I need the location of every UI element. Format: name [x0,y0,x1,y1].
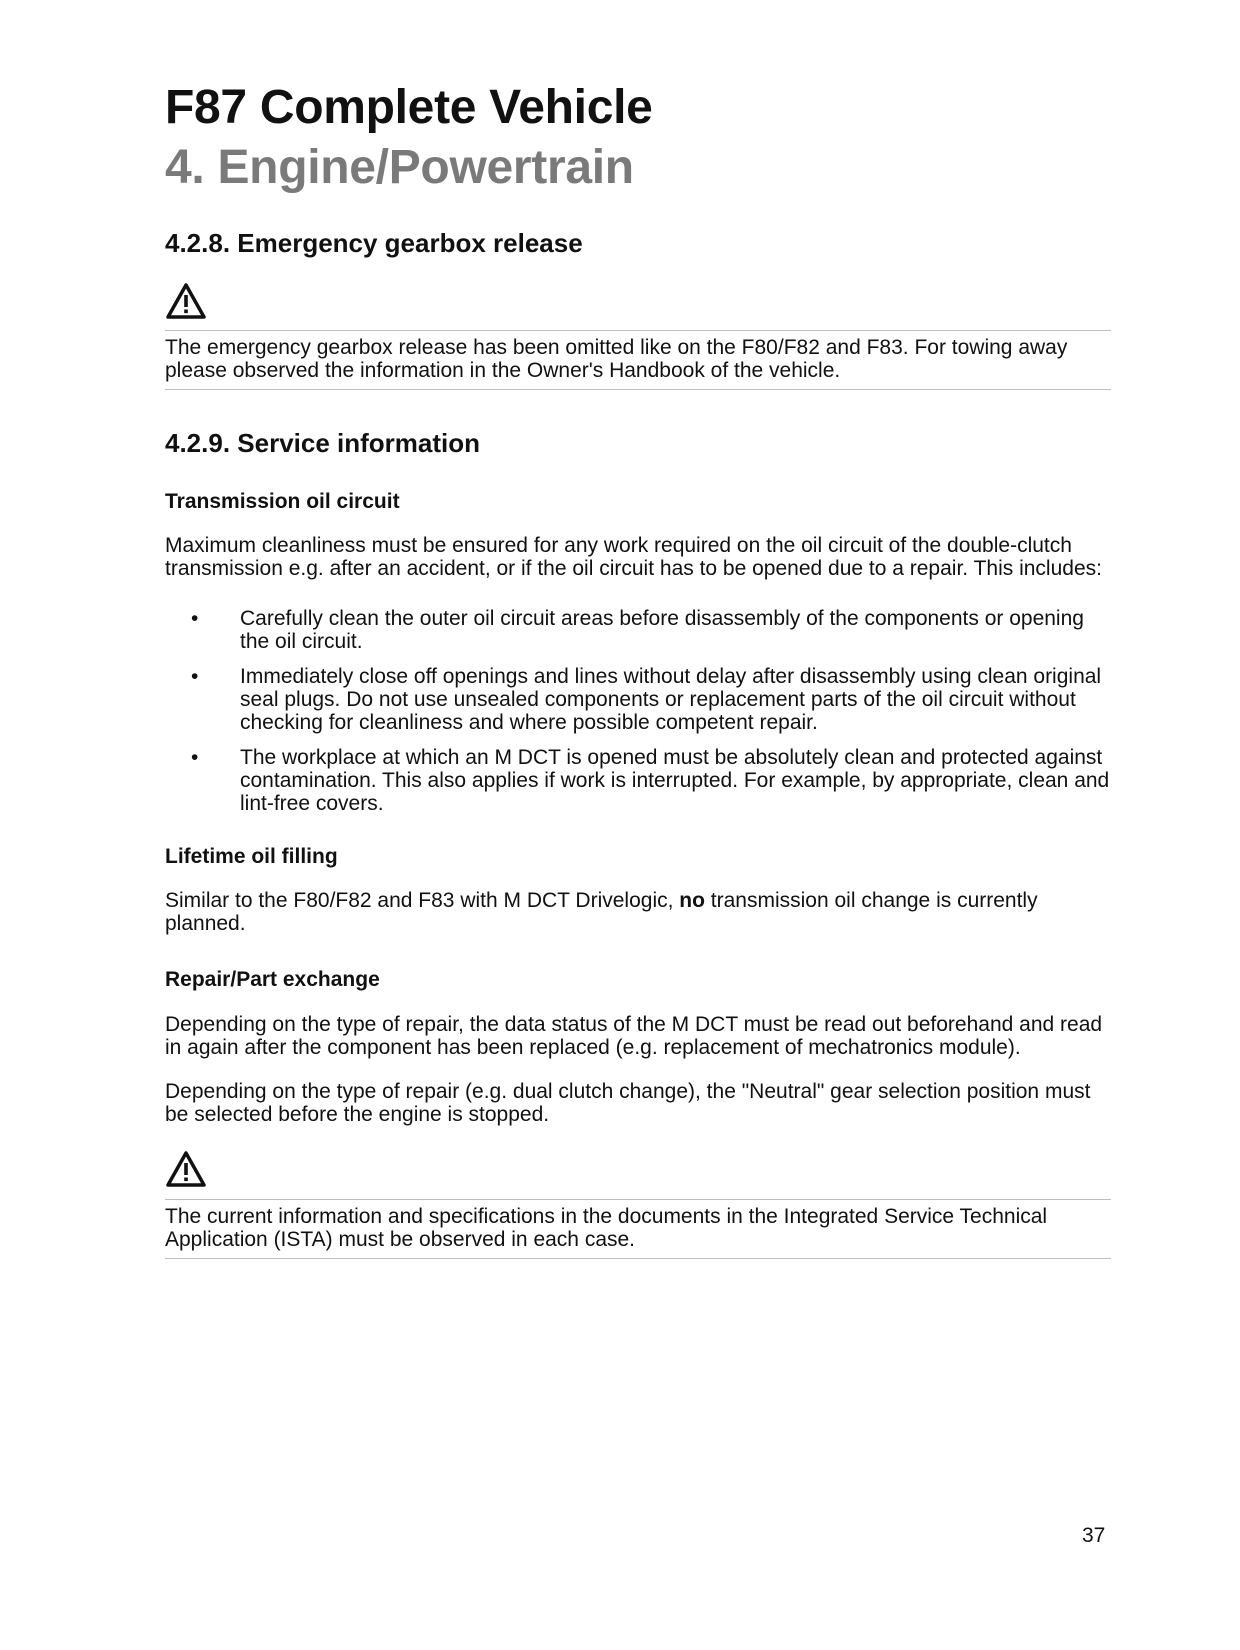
list-item-text: Carefully clean the outer oil circuit areas before disassembly of the components or opening the oil circuit. [240,607,1084,653]
section-heading-service-information: 4.2.9. Service information [165,428,481,458]
chapter-title: 4. Engine/Powertrain [165,141,634,194]
note-divider-top [165,330,1111,331]
warning-triangle-icon [165,1150,207,1188]
bullet-icon: • [191,607,199,630]
list-item [165,746,1115,815]
paragraph-repair-neutral-gear: Depending on the type of repair (e.g. dual clutch change), the "Neutral" gear selection position must be selected before the engine is stopped. [165,1080,1091,1126]
subheading-repair-part-exchange: Repair/Part exchange [165,968,380,991]
paragraph-transmission-oil-circuit: Maximum cleanliness must be ensured for any work required on the oil circuit of the double-clutch transmission e.g. after an accident, or if the oil circuit has to be opened due to a repair. This includes: [165,534,1102,580]
list-item [165,607,1115,653]
list-item-text: Immediately close off openings and lines without delay after disassembly using clean original seal plugs. Do not use unsealed components or replacement parts of the oil circuit without checking for cleanliness and where possible competent repair. [240,665,1102,734]
subheading-transmission-oil-circuit: Transmission oil circuit [165,490,400,513]
paragraph-repair-data-status: Depending on the type of repair, the data status of the M DCT must be read out beforehand and read in again after the component has been replaced (e.g. replacement of mechatronics module). [165,1013,1103,1059]
document-title: F87 Complete Vehicle [165,81,653,134]
note-divider-bottom [165,389,1111,390]
bullet-icon: • [191,746,199,769]
note-divider-bottom [165,1258,1111,1259]
note-ista-information: The current information and specifications in the documents in the Integrated Service Technical Application (ISTA) must be observed in each case. [165,1205,1048,1251]
subheading-lifetime-oil-filling: Lifetime oil filling [165,845,338,868]
list-item [165,665,1115,734]
note-divider-top [165,1199,1111,1200]
page-number: 37 [1082,1524,1106,1547]
note-emergency-gearbox-release: The emergency gearbox release has been omitted like on the F80/F82 and F83. For towing away please observed the information in the Owner's Handbook of the vehicle. [165,336,1068,382]
section-heading-emergency-gearbox-release: 4.2.8. Emergency gearbox release [165,228,583,258]
bullet-icon: • [191,665,199,688]
warning-triangle-icon [165,282,207,320]
list-item-text: The workplace at which an M DCT is opened must be absolutely clean and protected against contamination. This also applies if work is interrupted. For example, by appropriate, clean and lint-free covers. [240,746,1110,815]
paragraph-lifetime-oil-filling: Similar to the F80/F82 and F83 with M DCT Drivelogic, no transmission oil change is currently planned. [165,889,1038,935]
cleanliness-list [165,607,1115,827]
